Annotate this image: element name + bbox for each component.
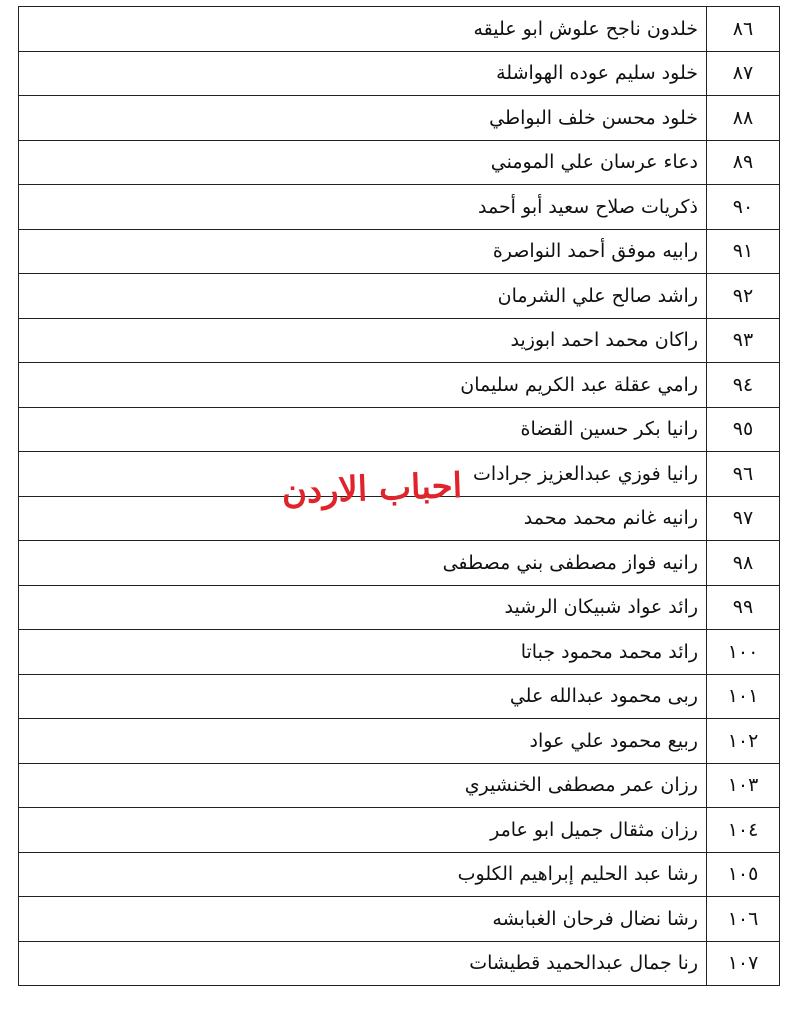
table-row [19,407,780,452]
row-number: ٩٥ [707,407,780,452]
row-number: ٩٦ [707,452,780,497]
person-name: رشا نضال فرحان الغبابشه [19,897,707,942]
table-row [19,185,780,230]
person-name: راكان محمد احمد ابوزيد [19,318,707,363]
person-name: رانيا فوزي عبدالعزيز جرادات [19,452,707,497]
person-name: رنا جمال عبدالحميد قطيشات [19,941,707,986]
row-number: ٩١ [707,229,780,274]
person-name: رشا عبد الحليم إبراهيم الكلوب [19,852,707,897]
table-row [19,140,780,185]
row-number: ١٠٣ [707,763,780,808]
row-number: ٩٧ [707,496,780,541]
person-name: رزان عمر مصطفى الخنشيري [19,763,707,808]
table-row [19,274,780,319]
table-row [19,897,780,942]
row-number: ٨٨ [707,96,780,141]
row-number: ٩٢ [707,274,780,319]
watermark-text: احباب الاردن [281,465,463,513]
row-number: ٩٤ [707,363,780,408]
person-name: رابيه موفق أحمد النواصرة [19,229,707,274]
row-number: ١٠٥ [707,852,780,897]
row-number: ١٠٤ [707,808,780,853]
row-number: ٨٦ [707,7,780,52]
person-name: خلود محسن خلف البواطي [19,96,707,141]
table-row [19,51,780,96]
person-name: رزان مثقال جميل ابو عامر [19,808,707,853]
person-name: رانيا بكر حسين القضاة [19,407,707,452]
person-name: راشد صالح علي الشرمان [19,274,707,319]
row-number: ١٠١ [707,674,780,719]
table-row [19,941,780,986]
row-number: ١٠٢ [707,719,780,764]
row-number: ١٠٠ [707,630,780,675]
person-name: رائد محمد محمود جباتا [19,630,707,675]
person-name: رائد عواد شبيكان الرشيد [19,585,707,630]
row-number: ٩٨ [707,541,780,586]
table-row [19,318,780,363]
row-number: ٩٠ [707,185,780,230]
table-row [19,7,780,52]
table-row [19,630,780,675]
table-row [19,363,780,408]
row-number: ٩٣ [707,318,780,363]
row-number: ٩٩ [707,585,780,630]
person-name: ربى محمود عبدالله علي [19,674,707,719]
person-name: دعاء عرسان علي المومني [19,140,707,185]
table-row [19,96,780,141]
person-name: ربيع محمود علي عواد [19,719,707,764]
person-name: رانيه غانم محمد محمد [19,496,707,541]
person-name: خلود سليم عوده الهواشلة [19,51,707,96]
person-name: ذكريات صلاح سعيد أبو أحمد [19,185,707,230]
row-number: ٨٩ [707,140,780,185]
person-name: رانيه فواز مصطفى بني مصطفى [19,541,707,586]
person-name: رامي عقلة عبد الكريم سليمان [19,363,707,408]
row-number: ١٠٦ [707,897,780,942]
person-name: خلدون ناجح علوش ابو عليقه [19,7,707,52]
row-number: ٨٧ [707,51,780,96]
table-row [19,763,780,808]
table-row [19,808,780,853]
table-row [19,585,780,630]
table-row [19,674,780,719]
table-row [19,229,780,274]
row-number: ١٠٧ [707,941,780,986]
table-row [19,852,780,897]
table-row [19,541,780,586]
table-row [19,719,780,764]
